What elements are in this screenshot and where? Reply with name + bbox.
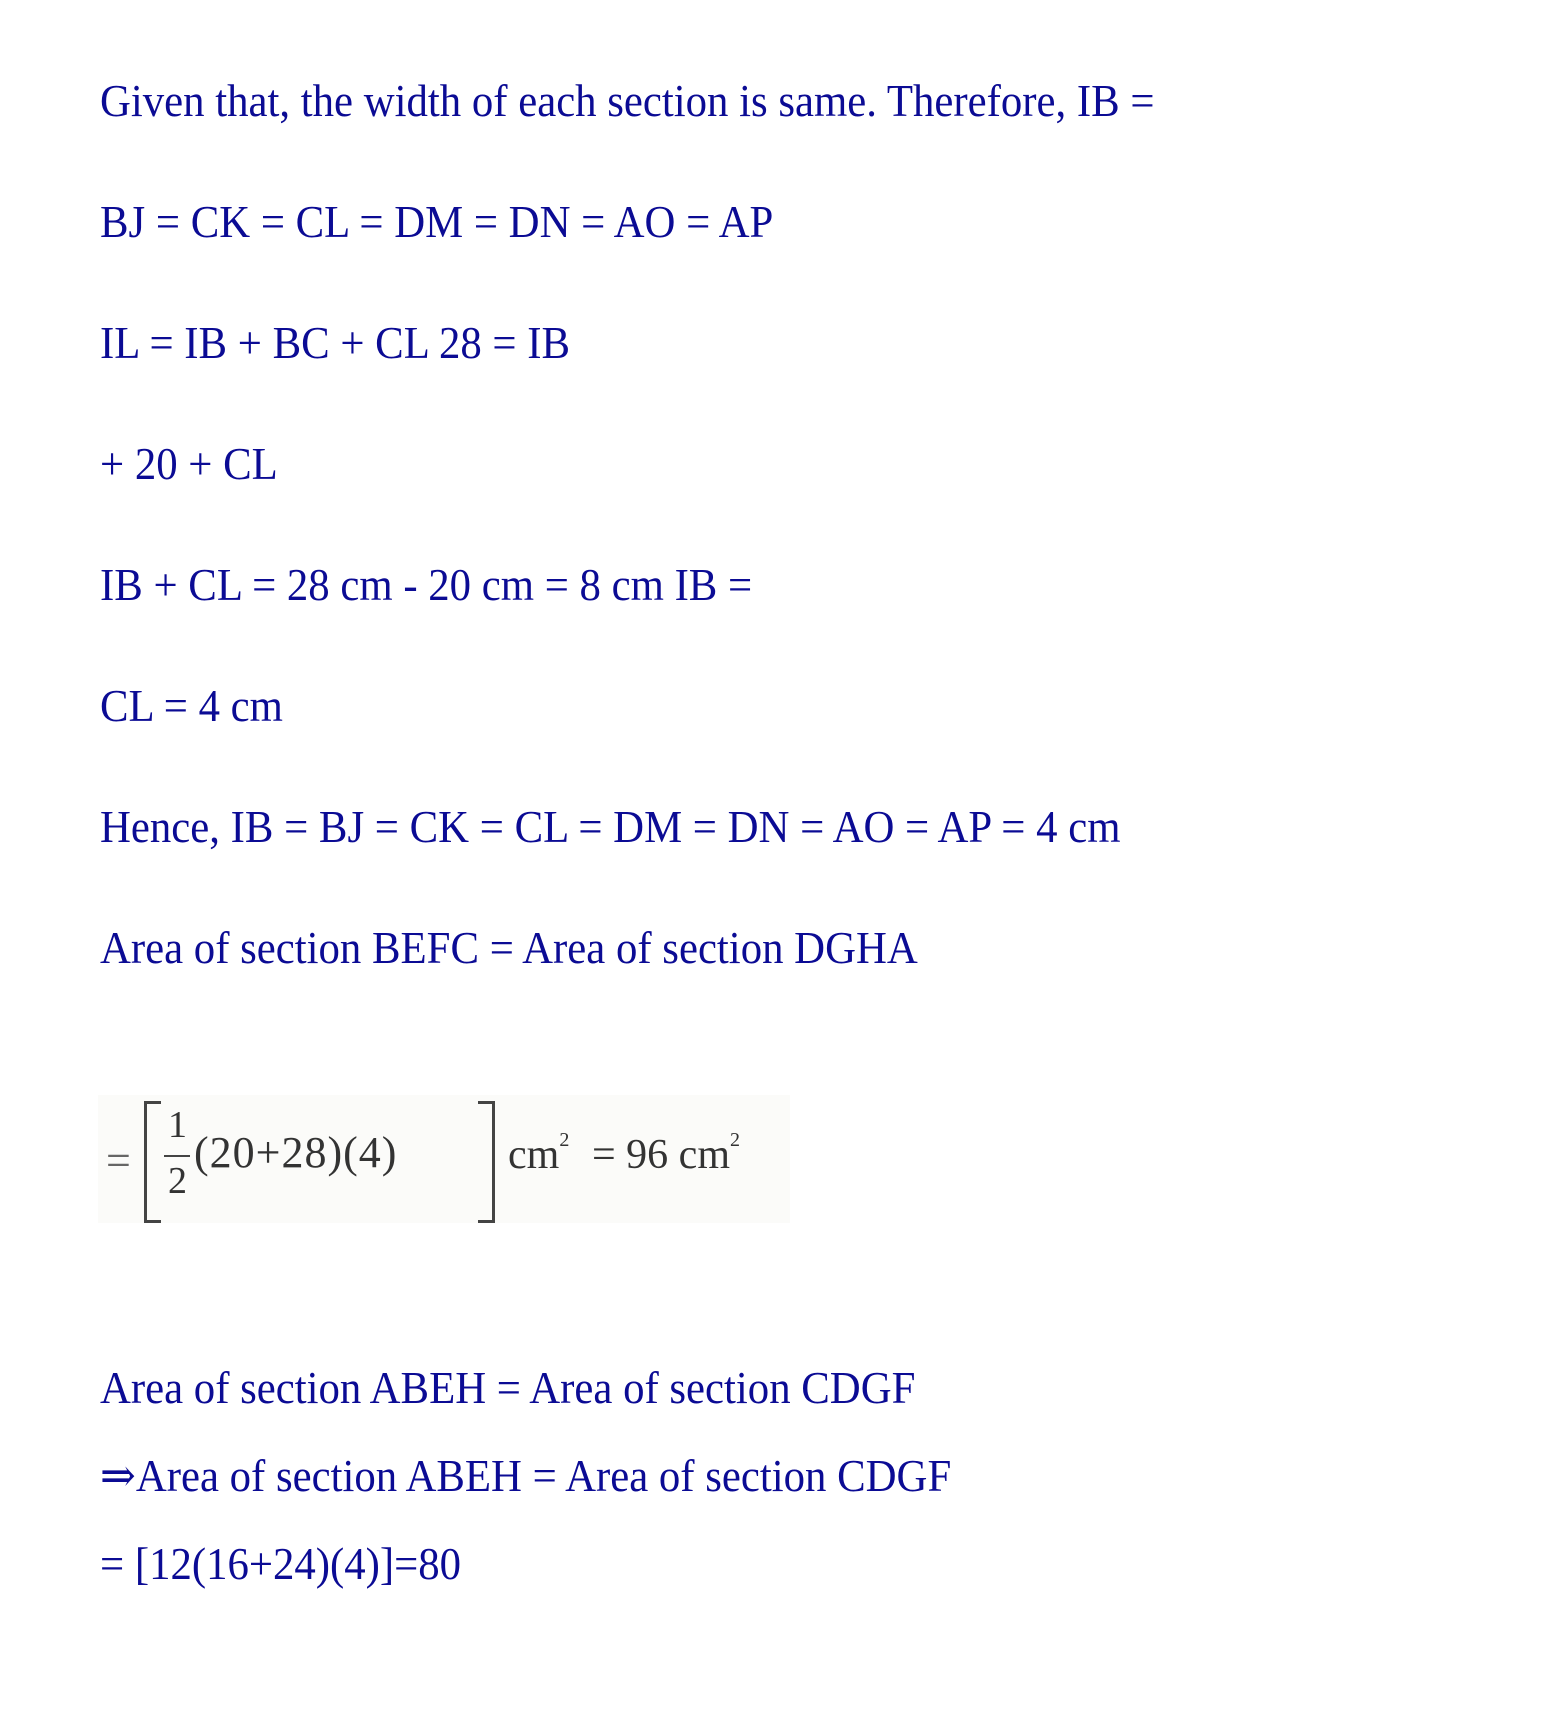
text-line-il-sum-cont: + 20 + CL [100, 438, 278, 489]
text-line-equalities: BJ = CK = CL = DM = DN = AO = AP [100, 196, 774, 247]
text-line-befc-dgha: Area of section BEFC = Area of section DGHA [100, 922, 918, 973]
text-line-ib-cl: IB + CL = 28 cm - 20 cm = 8 cm IB = [100, 559, 753, 610]
text-line-cl-value: CL = 4 cm [100, 680, 283, 731]
text-line-abeh-cdgf-implies: ⇒Area of section ABEH = Area of section CDGF [100, 1450, 952, 1501]
text-line-il-sum: IL = IB + BC + CL 28 = IB [100, 317, 571, 368]
formula-result [592, 1129, 740, 1179]
text-line-given: Given that, the width of each section is same. Therefore, IB = [100, 75, 1155, 126]
formula-fraction-numerator: 1 [168, 1104, 187, 1146]
formula-unit-power: 2 [559, 1129, 570, 1151]
formula-image-befc-area [98, 1095, 790, 1223]
formula-right-bracket [478, 1101, 495, 1223]
text-line-abeh-cdgf: Area of section ABEH = Area of section CDGF [100, 1362, 916, 1413]
text-line-hence: Hence, IB = BJ = CK = CL = DM = DN = AO = AP = 4 cm [100, 801, 1121, 852]
formula-equals: = [106, 1136, 131, 1185]
formula-unit [508, 1129, 569, 1179]
formula-result-text: = 96 cm [592, 1132, 730, 1178]
text-line-abeh-result: = [12(16+24)(4)]=80 [100, 1538, 462, 1589]
formula-unit-text: cm [508, 1132, 560, 1178]
formula-left-bracket [144, 1101, 161, 1223]
formula-result-power: 2 [730, 1129, 740, 1151]
formula-body: (20+28)(4) [194, 1128, 398, 1177]
formula-fraction-bar [164, 1155, 190, 1157]
formula-fraction-denominator: 2 [168, 1160, 187, 1202]
